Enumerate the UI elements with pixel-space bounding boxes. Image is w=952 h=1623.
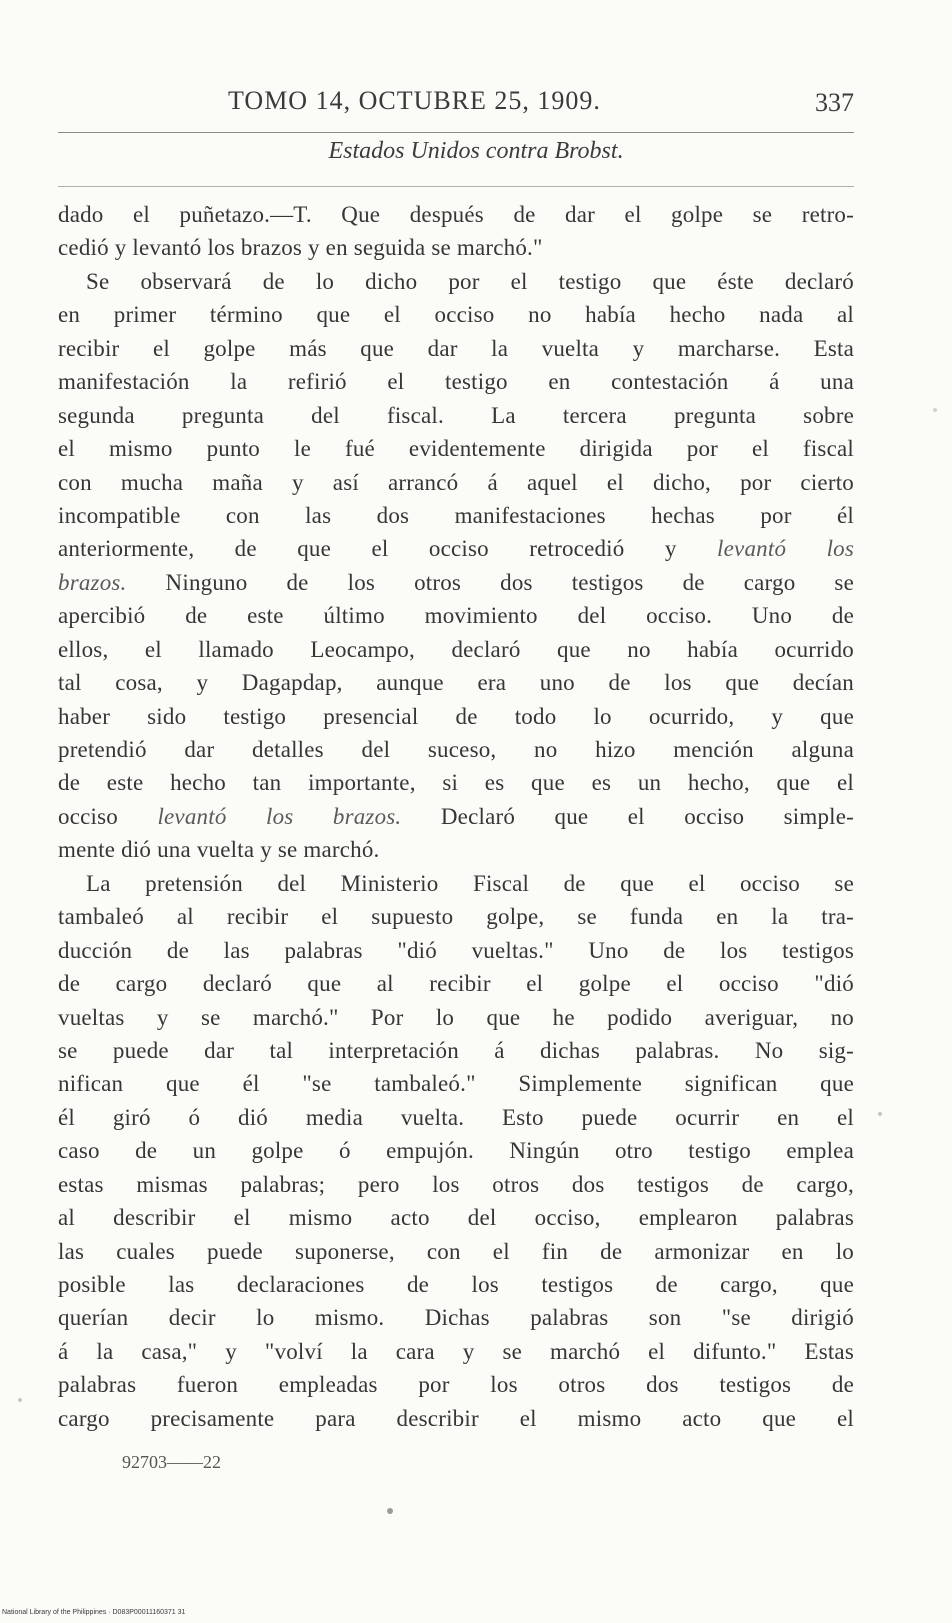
page-number: 337 xyxy=(815,88,854,117)
line-text: tal cosa, y Dagapdap, aunque era uno de los que decían xyxy=(58,670,854,696)
line-text: posible las declaraciones de los testigos de cargo, que xyxy=(58,1272,854,1297)
line-text: á la casa," y "volví la cara y se marchó el difunto." Estas xyxy=(58,1338,854,1364)
line-text: Ninguno de los otros dos testigos de cargo se xyxy=(165,569,854,595)
line-text: La pretensión del Ministerio Fiscal de que el occiso se xyxy=(86,870,854,896)
line-text: apercibió de este último movimiento del occiso. Uno de xyxy=(58,603,854,629)
running-head-title: TOMO 14, OCTUBRE 25, 1909. xyxy=(228,86,601,115)
line-text: de cargo declaró que al recibir el golpe el occiso "dió xyxy=(58,971,854,997)
ink-speck xyxy=(933,408,937,412)
line-text: incompatible con las dos manifestaciones hechas por él xyxy=(58,502,854,528)
line-text: ellos, el llamado Leocampo, declaró que no había ocurrido xyxy=(58,636,854,662)
line-text: las cuales puede suponerse, con el fin de armonizar en lo xyxy=(58,1238,854,1264)
line-text: recibir el golpe más que dar la vuelta y marcharse. Esta xyxy=(58,335,854,361)
case-title: Estados Unidos contra Brobst. xyxy=(328,138,624,164)
italic-phrase: brazos. xyxy=(58,569,127,595)
scan-credit-line: National Library of the Philippines · D083P00011160371 31 xyxy=(2,1609,186,1616)
line-text: estas mismas palabras; pero los otros dos testigos de cargo, xyxy=(58,1171,854,1197)
line-text: occiso xyxy=(58,803,118,829)
ink-speck xyxy=(18,1398,22,1402)
italic-phrase: levantó los brazos. xyxy=(157,803,402,829)
line-text: Se observará de lo dicho por el testigo que éste declaró xyxy=(86,268,854,294)
line-text: nifican que él "se tambaleó." Simplemente significan que xyxy=(58,1071,854,1097)
line-text: con mucha maña y así arrancó á aquel el dicho, por cierto xyxy=(58,469,854,495)
line-text: cedió y levantó los brazos y en seguida se marchó." xyxy=(58,235,543,261)
line-text: cargo precisamente para describir el mismo acto que el xyxy=(58,1405,854,1431)
line-text: mente dió una vuelta y se marchó. xyxy=(58,837,380,863)
ink-speck xyxy=(878,1112,882,1116)
ink-speck xyxy=(387,1508,393,1514)
line-text: el mismo punto le fué evidentemente dirigida por el fiscal xyxy=(58,436,854,462)
line-text: segunda pregunta del fiscal. La tercera pregunta sobre xyxy=(58,402,854,428)
line-text: caso de un golpe ó empujón. Ningún otro testigo emplea xyxy=(58,1138,854,1164)
line-text: dado el puñetazo.—T. Que después de dar el golpe se retro- xyxy=(58,202,854,227)
line-text: manifestación la refirió el testigo en contestación á una xyxy=(58,369,854,395)
line-text: querían decir lo mismo. Dichas palabras son "se dirigió xyxy=(58,1305,854,1331)
line-text: al describir el mismo acto del occiso, emplearon palabras xyxy=(58,1205,854,1231)
line-text: ducción de las palabras "dió vueltas." Uno de los testigos xyxy=(58,937,854,963)
line-text: en primer término que el occiso no había hecho nada al xyxy=(58,302,854,328)
line-text: vueltas y se marchó." Por lo que he podido averiguar, no xyxy=(58,1004,854,1030)
line-text: palabras fueron empleadas por los otros dos testigos de xyxy=(58,1372,854,1398)
line-text: pretendió dar detalles del suceso, no hizo mención alguna xyxy=(58,737,854,762)
line-text: tambaleó al recibir el supuesto golpe, se funda en la tra- xyxy=(58,904,854,930)
line-text: Declaró que el occiso simple- xyxy=(440,803,855,829)
line-text: él giró ó dió media vuelta. Esto puede ocurrir en el xyxy=(58,1104,854,1130)
line-text: se puede dar tal interpretación á dichas palabras. No sig- xyxy=(58,1037,854,1063)
line-text: haber sido testigo presencial de todo lo ocurrido, y que xyxy=(58,703,854,729)
line-text: anteriormente, de que el occiso retrocedió y xyxy=(58,536,677,562)
printer-signature-mark: 92703——22 xyxy=(122,1452,221,1472)
italic-phrase: levantó los xyxy=(717,536,855,562)
line-text: de este hecho tan importante, si es que es un hecho, que el xyxy=(58,770,854,796)
